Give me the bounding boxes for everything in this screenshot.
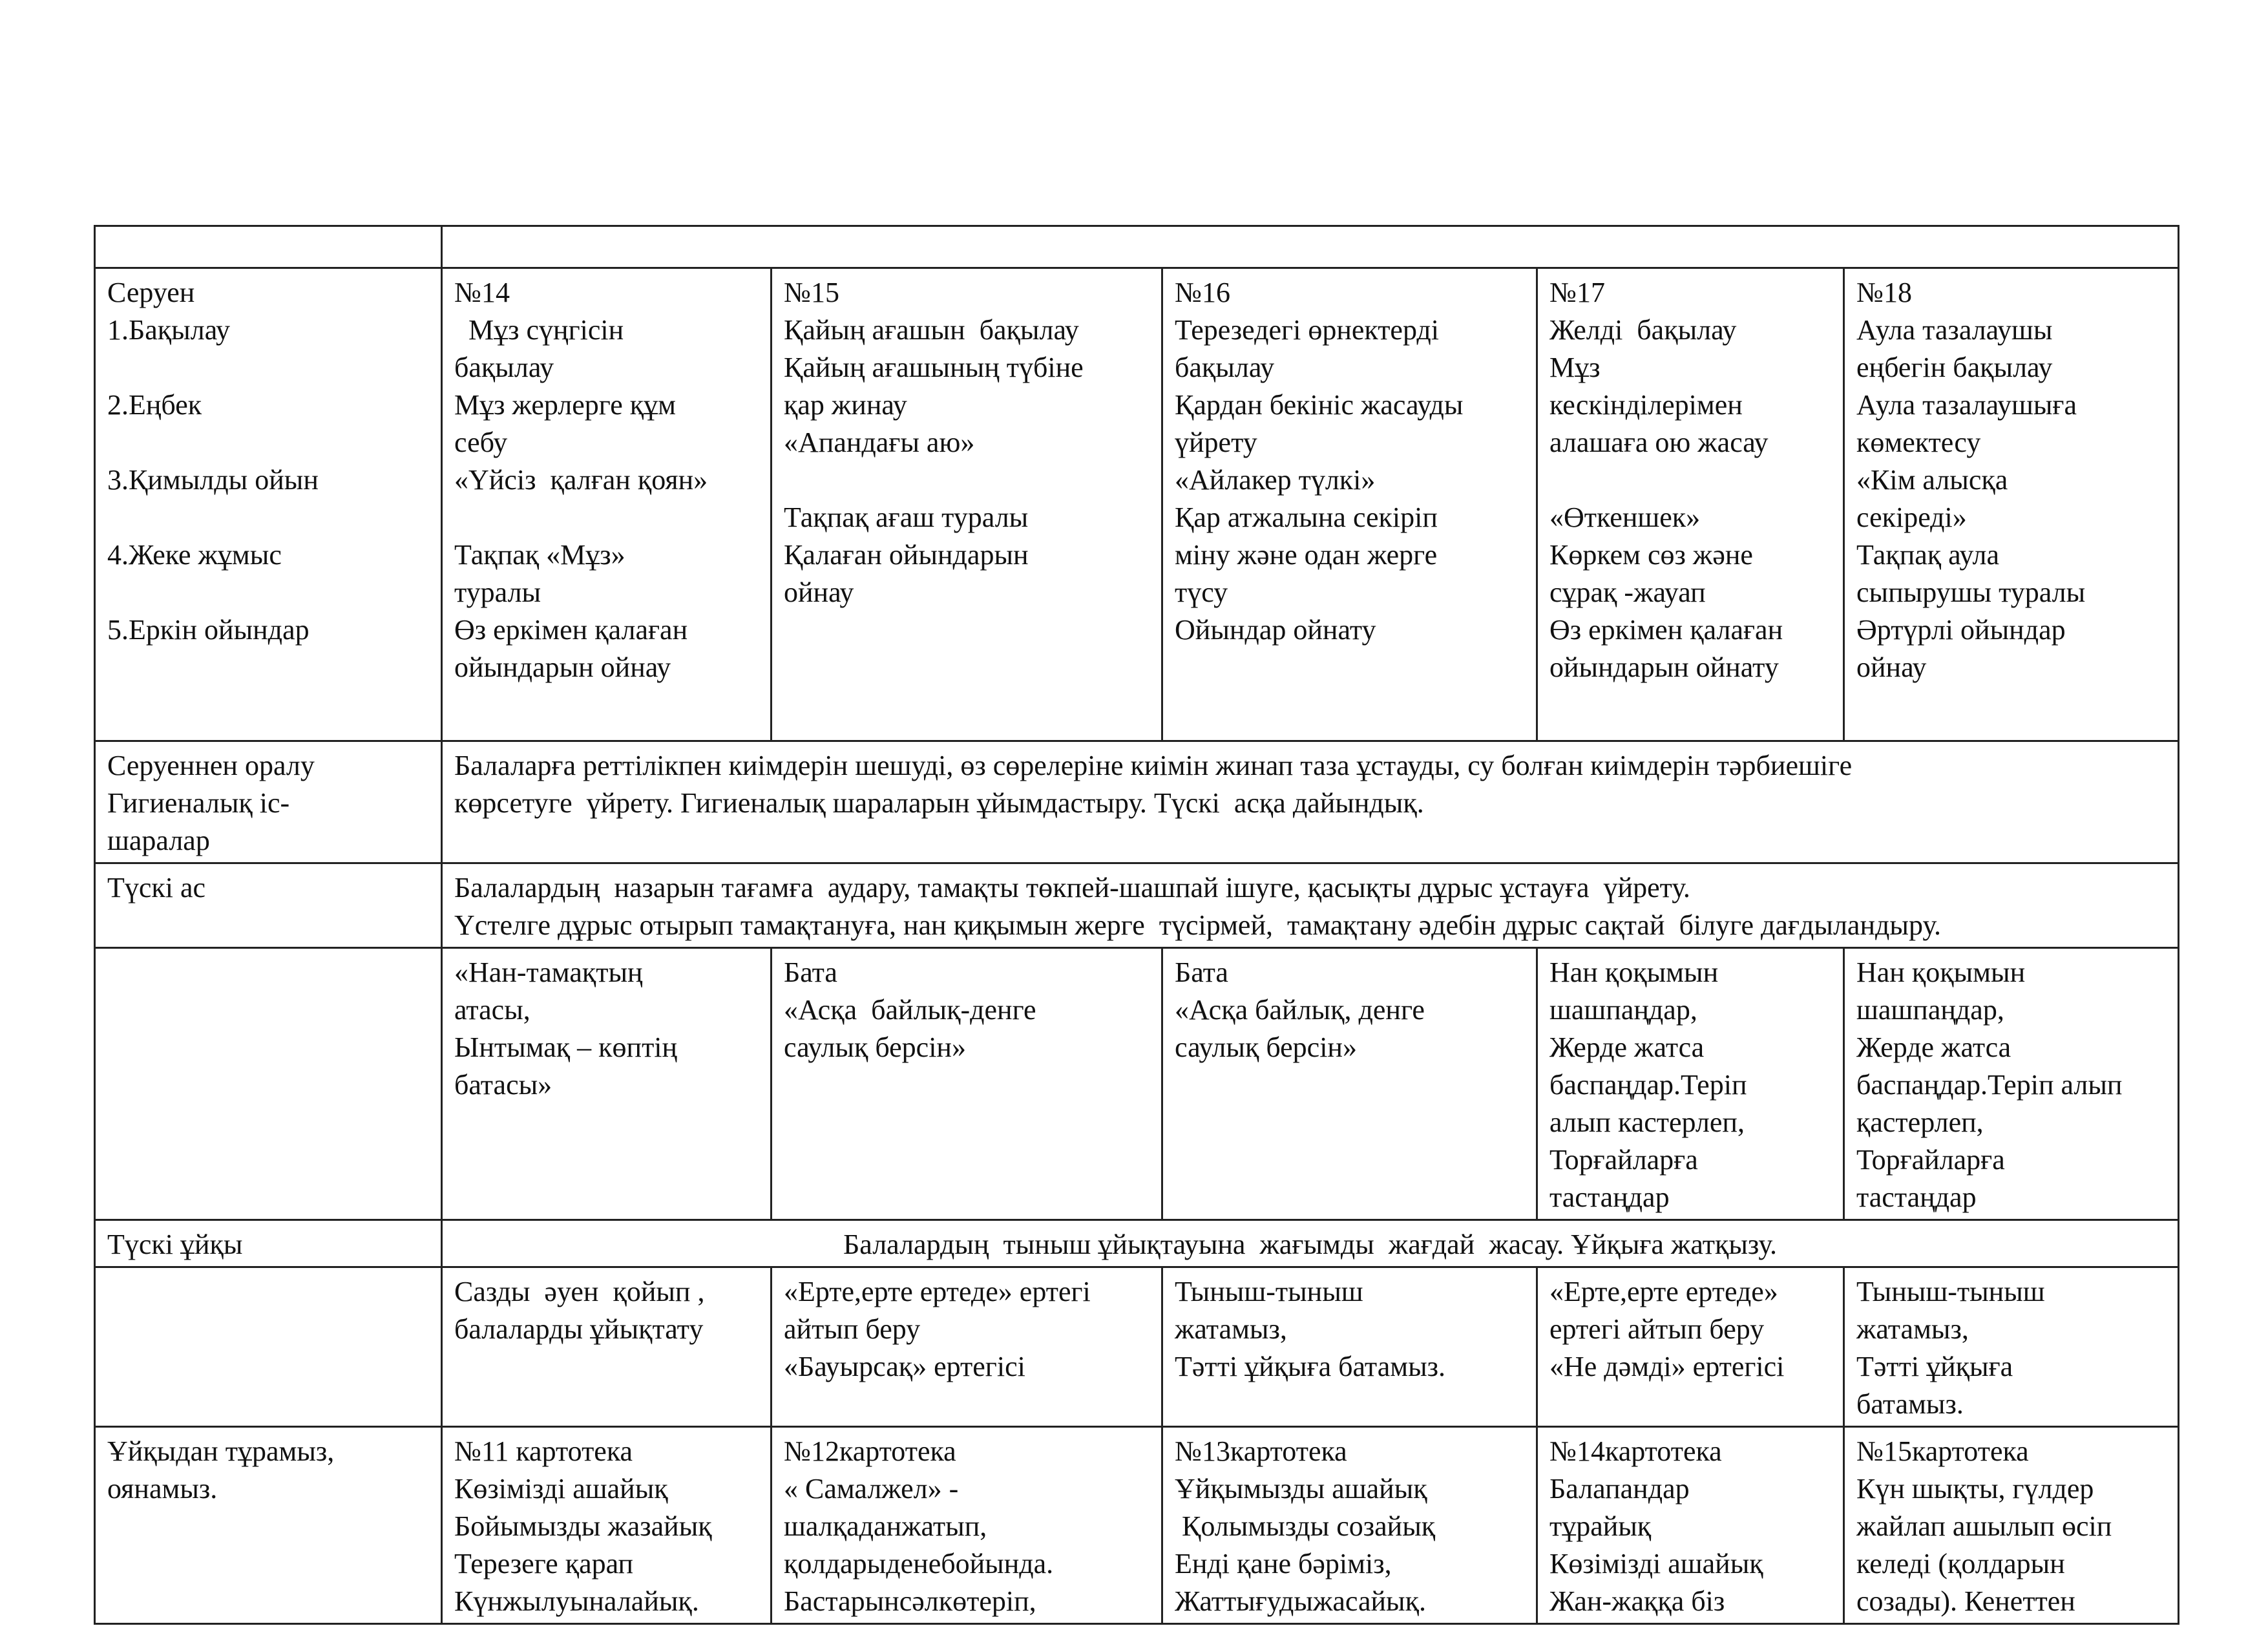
blank-line — [454, 499, 759, 536]
text-line: «Айлакер түлкі» — [1175, 464, 1376, 496]
text-line: №16 — [1175, 277, 1230, 308]
wakeup-row — [95, 1427, 2179, 1624]
text-line: «Нан-тамақтың — [454, 956, 643, 988]
daily-schedule-table — [94, 225, 2179, 1625]
text-line: Тақпақ «Мұз» — [454, 539, 625, 571]
text-line: Нан қоқымын — [1549, 956, 1719, 988]
lunch-day-2-cell — [772, 948, 1162, 1220]
text-line: Жаттығудыжасайық. — [1175, 1585, 1426, 1617]
text-line: созады). Кенеттен — [1856, 1585, 2075, 1617]
blank-line — [107, 499, 429, 536]
text-line: қастерлеп, — [1856, 1106, 1984, 1138]
text-line: 1.Бақылау — [107, 314, 230, 346]
text-line: тұрайық — [1549, 1510, 1652, 1542]
text-line: «Асқа байлық-денге — [784, 994, 1036, 1026]
text-line: Балалардың назарын тағамға аудару, тамақты төкпей-шашпай ішуге, қасықты дұрыс ұстауға үйрету. — [454, 872, 1690, 903]
text-line: «Үйсіз қалған қоян» — [454, 464, 708, 496]
lunch-row — [95, 863, 2179, 948]
text-line: келеді (қолдарын — [1856, 1548, 2065, 1579]
nap-day-2-cell — [772, 1267, 1162, 1427]
text-line: №18 — [1856, 277, 1912, 308]
nap-label-cell — [95, 1220, 442, 1267]
text-line: Бастарынсәлкөтеріп, — [784, 1585, 1036, 1617]
nap-activity-empty-cell — [95, 1267, 442, 1427]
nap-label: Түскі ұйқы — [107, 1229, 243, 1260]
text-line: Ұйқыдан тұрамыз, — [107, 1435, 335, 1467]
blank-line — [107, 424, 429, 461]
lunch-blessing-empty-cell — [95, 948, 442, 1220]
text-line: саулық берсін» — [1175, 1031, 1357, 1063]
text-line: Қайың ағашының түбіне — [784, 352, 1084, 383]
text-line: ойындарын ойнау — [454, 651, 671, 683]
text-line: 2.Еңбек — [107, 389, 202, 421]
nap-day-1-cell — [442, 1267, 772, 1427]
text-line: Тәтті ұйқыға батамыз. — [1175, 1351, 1446, 1382]
text-line: Көзімізді ашайық — [454, 1473, 668, 1505]
wakeup-day-2-cell — [772, 1427, 1162, 1624]
text-line: Әртүрлі ойындар — [1856, 614, 2066, 646]
text-line: батасы» — [454, 1069, 552, 1101]
text-line: Мұз — [1549, 352, 1601, 383]
text-line: «Кім алысқа — [1856, 464, 2008, 496]
text-line: «Ерте,ерте ертеде» — [1549, 1276, 1778, 1307]
text-line: атасы, — [454, 994, 530, 1026]
lunch-text-cell — [442, 863, 2179, 948]
text-line: №15картотека — [1856, 1435, 2029, 1467]
text-line: Сазды әуен қойып , — [454, 1276, 705, 1307]
text-line: Бата — [1175, 956, 1228, 988]
nap-text-cell — [442, 1220, 2179, 1267]
text-line: «Апандағы аю» — [784, 427, 975, 458]
text-line: Ойындар ойнату — [1175, 614, 1376, 646]
text-line: алып кастерлеп, — [1549, 1106, 1745, 1138]
text-line: тастаңдар — [1549, 1181, 1670, 1213]
nap-text: Балалардың тыныш ұйықтауына жағымды жағдай жасау. Ұйқыға жатқызу. — [843, 1229, 1777, 1260]
text-line: шашпаңдар, — [1549, 994, 1697, 1026]
text-line: Жерде жатса — [1549, 1031, 1705, 1063]
walk-day-5-cell — [1844, 268, 2179, 741]
text-line: №13картотека — [1175, 1435, 1347, 1467]
lunch-day-3-cell — [1162, 948, 1537, 1220]
text-line: Қайың ағашын бақылау — [784, 314, 1079, 346]
text-line: кескінділерімен — [1549, 389, 1743, 421]
text-line: «Не дәмді» ертегісі — [1549, 1351, 1785, 1382]
wakeup-day-4-cell — [1537, 1427, 1844, 1624]
text-line: үйрету — [1175, 427, 1257, 458]
nap-day-4-cell — [1537, 1267, 1844, 1427]
text-line: Желді бақылау — [1549, 314, 1737, 346]
walk-label-cell — [95, 268, 442, 741]
text-line: көмектесу — [1856, 427, 1981, 458]
text-line: тастаңдар — [1856, 1181, 1977, 1213]
text-line: Өз еркімен қалаған — [454, 614, 688, 646]
text-line: №12картотека — [784, 1435, 956, 1467]
text-line: Қар атжалына секіріп — [1175, 502, 1438, 533]
text-line: баспаңдар.Теріп — [1549, 1069, 1747, 1101]
text-line: Күнжылуыналайық. — [454, 1585, 699, 1617]
text-line: Ұйқымызды ашайық — [1175, 1473, 1427, 1505]
text-line: Бата — [784, 956, 837, 988]
text-line: Енді қане бәріміз, — [1175, 1548, 1392, 1579]
text-line: Нан қоқымын — [1856, 956, 2026, 988]
text-line: Тақпақ аула — [1856, 539, 1999, 571]
lunch-day-4-cell — [1537, 948, 1844, 1220]
text-line: « Самалжел» - — [784, 1473, 959, 1505]
return-row — [95, 741, 2179, 863]
text-line: шалқаданжатып, — [784, 1510, 987, 1542]
text-line: ертегі айтып беру — [1549, 1313, 1765, 1345]
text-line: түсу — [1175, 576, 1228, 608]
text-line: «Бауырсақ» ертегісі — [784, 1351, 1025, 1382]
header-empty-span-cell — [442, 226, 2179, 268]
lunch-day-5-cell — [1844, 948, 2179, 1220]
text-line: секіреді» — [1856, 502, 1967, 533]
text-line: Ынтымақ – көптің — [454, 1031, 678, 1063]
text-line: алашаға ою жасау — [1549, 427, 1769, 458]
wakeup-day-5-cell — [1844, 1427, 2179, 1624]
text-line: 4.Жеке жұмыс — [107, 539, 282, 571]
text-line: Балаларға реттілікпен киімдерін шешуді, өз сөрелеріне киімін жинап таза ұстауды, су болған киімдерін тәрбиешіге — [454, 750, 1853, 781]
text-line: №17 — [1549, 277, 1605, 308]
text-line: №11 картотека — [454, 1435, 633, 1467]
text-line: 3.Қимылды ойын — [107, 464, 319, 496]
nap-day-5-cell — [1844, 1267, 2179, 1427]
text-line: сұрақ -жауап — [1549, 576, 1706, 608]
text-line: Аула тазалаушы — [1856, 314, 2053, 346]
text-line: №14картотека — [1549, 1435, 1722, 1467]
walk-day-1-cell — [442, 268, 772, 741]
text-line: Өз еркімен қалаған — [1549, 614, 1783, 646]
blank-line — [1549, 461, 1831, 499]
return-text-cell — [442, 741, 2179, 863]
text-line: Күн шықты, гүлдер — [1856, 1473, 2094, 1505]
text-line: саулық берсін» — [784, 1031, 966, 1063]
text-line: туралы — [454, 576, 541, 608]
wakeup-label-cell — [95, 1427, 442, 1624]
lunch-day-1-cell — [442, 948, 772, 1220]
text-line: Үстелге дұрыс отырып тамақтануға, нан қиқымын жерге түсірмей, тамақтану әдебін дұрыс сақтай білуге дағдыландыру. — [454, 909, 1941, 941]
walk-row — [95, 268, 2179, 741]
text-line: Тыныш-тыныш — [1175, 1276, 1363, 1307]
blank-line — [107, 574, 429, 611]
walk-day-2-cell — [772, 268, 1162, 741]
header-empty-cell — [95, 226, 442, 268]
lunch-blessing-row — [95, 948, 2179, 1220]
walk-day-3-cell — [1162, 268, 1537, 741]
nap-row — [95, 1220, 2179, 1267]
text-line: №15 — [784, 277, 839, 308]
text-line: Мұз сүңгісін — [454, 314, 624, 346]
text-line: Жан-жаққа біз — [1549, 1585, 1725, 1617]
text-line: Балапандар — [1549, 1473, 1690, 1505]
text-line: Жерде жатса — [1856, 1031, 2011, 1063]
text-line: көрсетуге үйрету. Гигиеналық шараларын ұйымдастыру. Түскі асқа дайындық. — [454, 787, 1424, 819]
text-line: шашпаңдар, — [1856, 994, 2004, 1026]
text-line: «Асқа байлық, денге — [1175, 994, 1425, 1026]
text-line: жайлап ашылып өсіп — [1856, 1510, 2112, 1542]
text-line: шаралар — [107, 825, 210, 856]
wakeup-day-3-cell — [1162, 1427, 1537, 1624]
text-line: Аула тазалаушыға — [1856, 389, 2077, 421]
text-line: ойындарын ойнату — [1549, 651, 1779, 683]
text-line: Терезеге қарап — [454, 1548, 634, 1579]
text-line: жатамыз, — [1856, 1313, 1969, 1345]
text-line: жатамыз, — [1175, 1313, 1287, 1345]
text-line: Торғайларға — [1856, 1144, 2005, 1176]
text-line: Көзімізді ашайық — [1549, 1548, 1763, 1579]
text-line: Тәтті ұйқыға — [1856, 1351, 2013, 1382]
text-line: Қардан бекініс жасауды — [1175, 389, 1464, 421]
text-line: Тақпақ ағаш туралы — [784, 502, 1029, 533]
text-line: №14 — [454, 277, 510, 308]
text-line: міну және одан жерге — [1175, 539, 1438, 571]
text-line: бақылау — [454, 352, 554, 383]
text-line: ойнау — [784, 576, 854, 608]
header-empty-row — [95, 226, 2179, 268]
text-line: Терезедегі өрнектерді — [1175, 314, 1439, 346]
text-line: айтып беру — [784, 1313, 921, 1345]
text-line: қолдарыденебойында. — [784, 1548, 1054, 1579]
text-line: «Өткеншек» — [1549, 502, 1701, 533]
blank-line — [107, 349, 429, 386]
text-line: Қалаған ойындарын — [784, 539, 1029, 571]
lunch-label-cell — [95, 863, 442, 948]
text-line: Торғайларға — [1549, 1144, 1698, 1176]
text-line: себу — [454, 427, 508, 458]
text-line: Тыныш-тыныш — [1856, 1276, 2045, 1307]
text-line: Бойымызды жазайық — [454, 1510, 712, 1542]
return-label-cell — [95, 741, 442, 863]
text-line: балаларды ұйықтату — [454, 1313, 704, 1345]
nap-day-3-cell — [1162, 1267, 1537, 1427]
text-line: сыпырушы туралы — [1856, 576, 2086, 608]
text-line: ойнау — [1856, 651, 1927, 683]
text-line: бақылау — [1175, 352, 1275, 383]
text-line: қар жинау — [784, 389, 907, 421]
walk-day-4-cell — [1537, 268, 1844, 741]
text-line: Қолымызды созайық — [1175, 1510, 1436, 1542]
text-line: Мұз жерлерге құм — [454, 389, 676, 421]
wakeup-day-1-cell — [442, 1427, 772, 1624]
text-line: еңбегін бақылау — [1856, 352, 2053, 383]
nap-activity-row — [95, 1267, 2179, 1427]
text-line: Көркем сөз және — [1549, 539, 1753, 571]
text-line: оянамыз. — [107, 1473, 218, 1505]
text-line: батамыз. — [1856, 1388, 1964, 1420]
text-line: Серуен — [107, 277, 195, 308]
lunch-label: Түскі ас — [107, 872, 206, 903]
text-line: 5.Еркін ойындар — [107, 614, 310, 646]
text-line: баспаңдар.Теріп алып — [1856, 1069, 2123, 1101]
text-line: «Ерте,ерте ертеде» ертегі — [784, 1276, 1091, 1307]
text-line: Серуеннен оралу — [107, 750, 315, 781]
text-line: Гигиеналық іс- — [107, 787, 290, 819]
blank-line — [784, 461, 1150, 499]
